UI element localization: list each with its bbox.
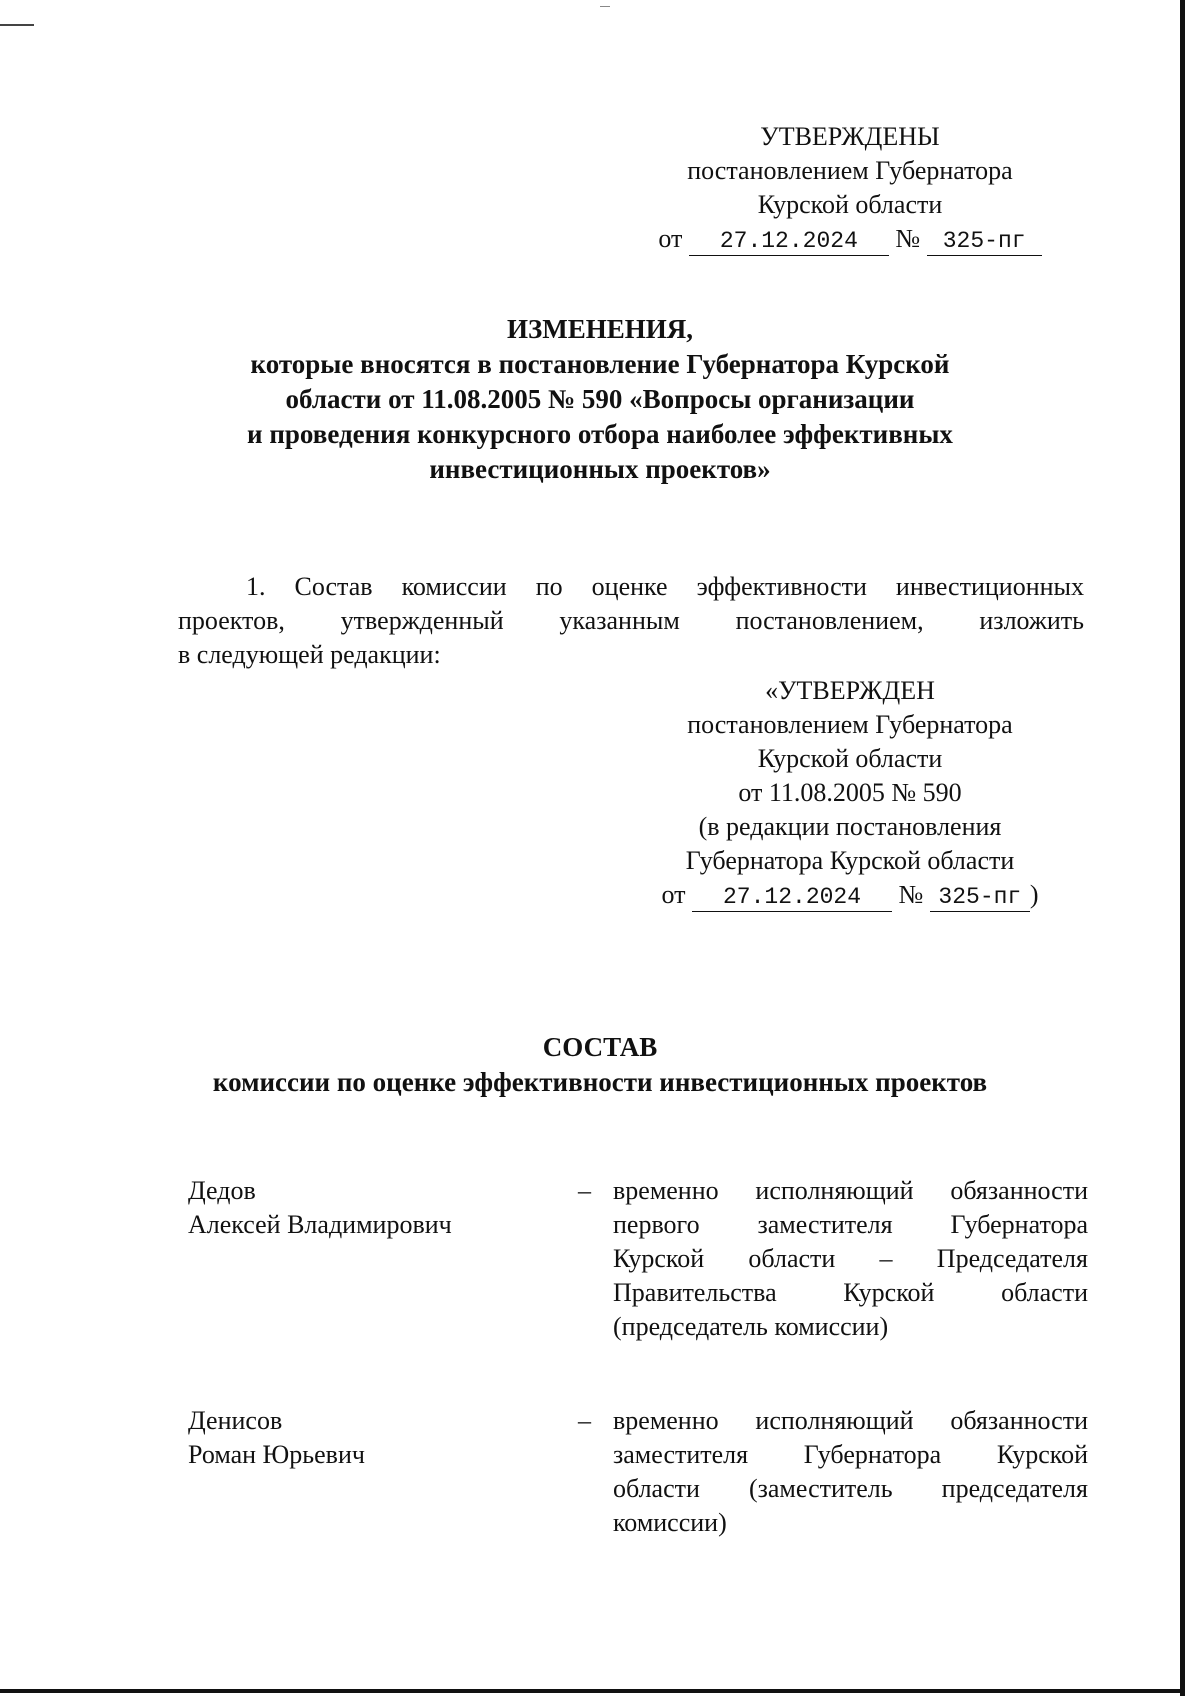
approval-line: (в редакции постановления [698, 812, 1002, 841]
scan-border-right [1180, 0, 1185, 1696]
from-label: от [658, 224, 683, 253]
role-line: заместителя Губернатора Курской [613, 1440, 1088, 1469]
paragraph-line: 1. Состав комиссии по оценке эффективности инвестиционных [246, 572, 1084, 601]
member-name [188, 1404, 568, 1472]
approval-number: 325-пг [930, 883, 1030, 912]
member-surname: Дедов [188, 1176, 256, 1205]
member-dash: – [578, 1176, 591, 1205]
composition-heading: СОСТАВ [542, 1032, 658, 1062]
approval-line: Курской области [757, 744, 943, 773]
title-line: инвестиционных проектов» [429, 454, 771, 484]
paragraph-line: в следующей редакции: [178, 640, 441, 669]
approval-line: от 11.08.2005 № 590 [738, 778, 962, 807]
scan-mark [600, 6, 610, 7]
title-line: и проведения конкурсного отбора наиболее эффективных [247, 419, 953, 449]
approval-block [640, 120, 1060, 256]
body-paragraph [178, 570, 1084, 672]
approval-date-line [640, 222, 1060, 256]
role-line: Курской области – Председателя [613, 1244, 1088, 1273]
approval-date: 27.12.2024 [692, 883, 892, 912]
number-label: № [895, 224, 921, 253]
approval-block-quoted [640, 674, 1060, 912]
member-dash: – [578, 1406, 591, 1435]
role-line: первого заместителя Губернатора [613, 1210, 1088, 1239]
approval-line: постановлением Губернатора [687, 156, 1013, 185]
member-given-names: Роман Юрьевич [188, 1440, 365, 1469]
title-heading: ИЗМЕНЕНИЯ, [506, 314, 693, 344]
approval-heading: УТВЕРЖДЕНЫ [760, 122, 940, 151]
role-line: области (заместитель председателя [613, 1474, 1088, 1503]
document-title [180, 312, 1020, 487]
from-label: от [661, 880, 686, 909]
approval-line: Губернатора Курской области [685, 846, 1015, 875]
number-label: № [898, 880, 924, 909]
title-line: области от 11.08.2005 № 590 «Вопросы организации [285, 384, 915, 414]
role-line: (председатель комиссии) [613, 1312, 889, 1341]
approval-line: Курской области [757, 190, 943, 219]
role-line: временно исполняющий обязанности [613, 1406, 1088, 1435]
scan-mark [0, 24, 34, 26]
approval-date: 27.12.2024 [689, 227, 889, 256]
role-line: комиссии) [613, 1508, 727, 1537]
member-role [613, 1404, 1088, 1540]
member-name [188, 1174, 568, 1242]
approval-line: постановлением Губернатора [687, 710, 1013, 739]
paragraph-line: проектов, утвержденный указанным постановлением, изложить [178, 606, 1084, 635]
member-role [613, 1174, 1088, 1344]
role-line: Правительства Курской области [613, 1278, 1088, 1307]
approval-heading: «УТВЕРЖДЕН [765, 676, 935, 705]
approval-number: 325-пг [927, 227, 1042, 256]
composition-subheading: комиссии по оценке эффективности инвестиционных проектов [212, 1067, 988, 1097]
member-given-names: Алексей Владимирович [188, 1210, 452, 1239]
closing-paren: ) [1029, 880, 1039, 909]
role-line: временно исполняющий обязанности [613, 1176, 1088, 1205]
scan-border-bottom [0, 1689, 1185, 1693]
member-surname: Денисов [188, 1406, 283, 1435]
title-line: которые вносятся в постановление Губернатора Курской [250, 349, 950, 379]
approval-date-line [640, 878, 1060, 912]
composition-title [180, 1030, 1020, 1100]
